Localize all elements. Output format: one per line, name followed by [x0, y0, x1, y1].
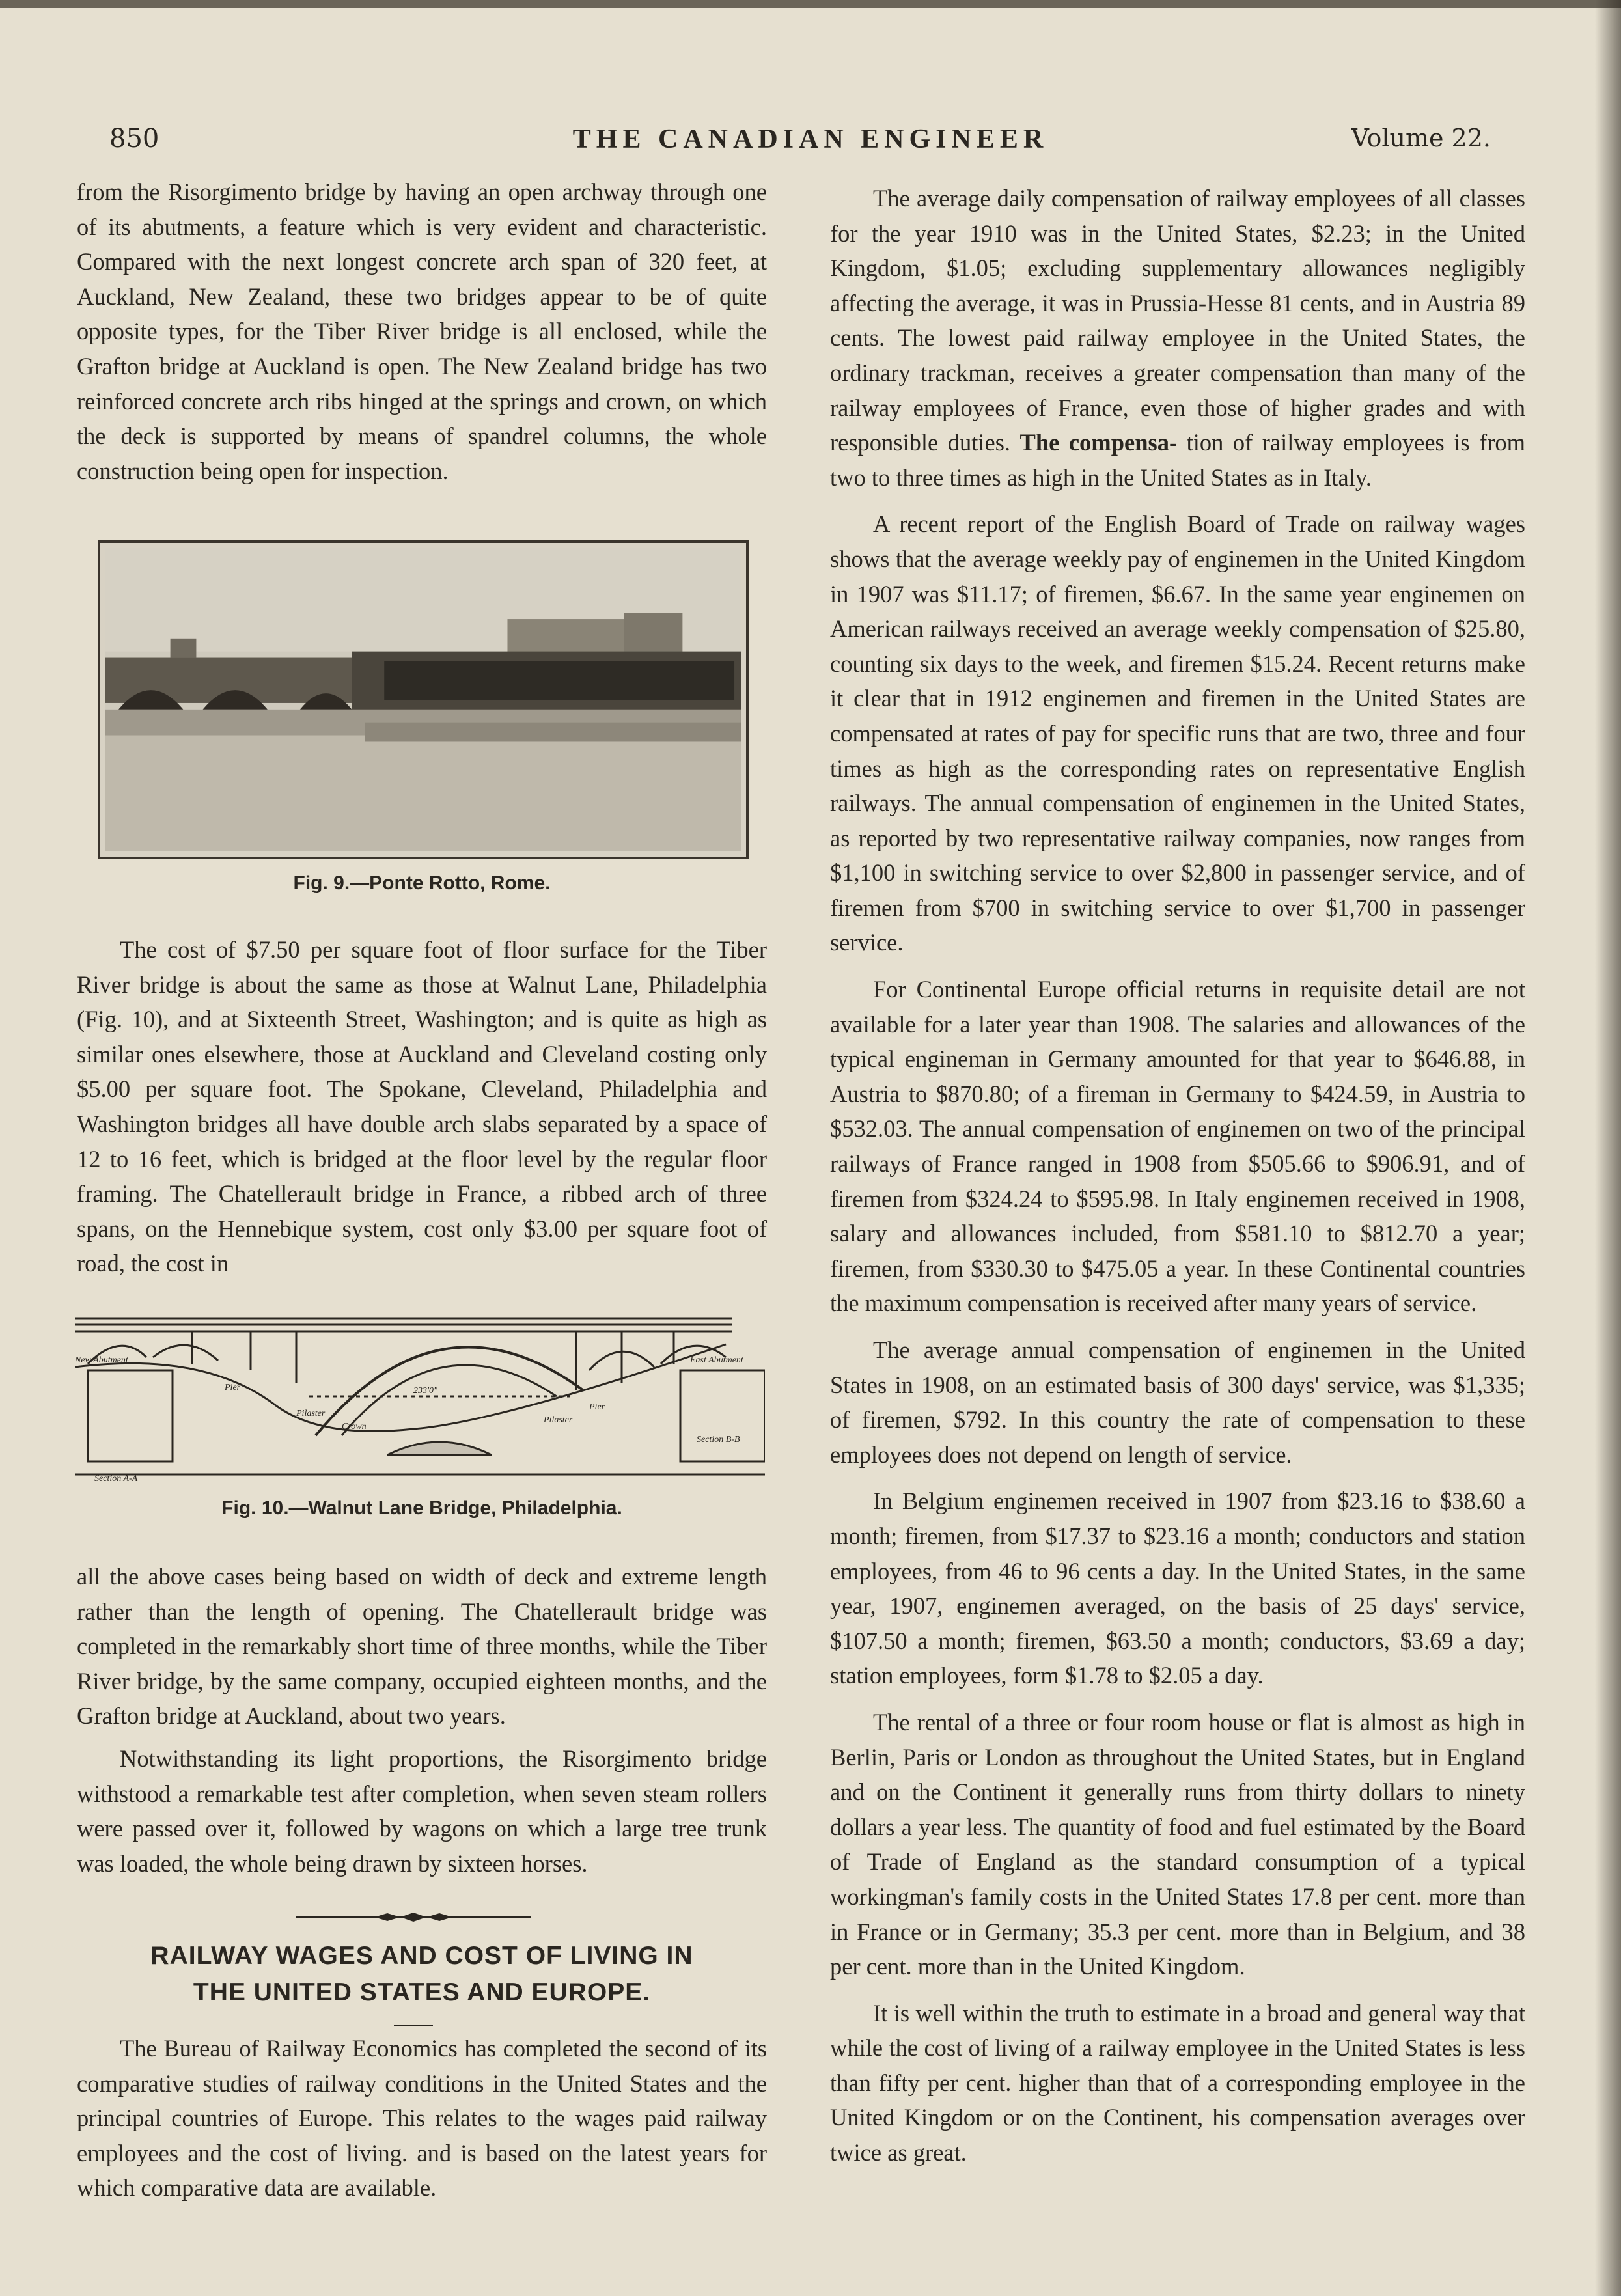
paragraph — [830, 181, 1525, 495]
scan-top-edge — [0, 0, 1621, 8]
fig10-right-abutment-label: East Abutment — [690, 1355, 743, 1365]
paragraph: The average annual compensation of enginemen in the United States in 1908, on an estimated basis of 300 days' service, was $1,335; of firemen, $792. In this country the rate of compensation to these employees does not depend on length of service. — [830, 1336, 1525, 1468]
paragraph-text: tion of railway employees is from two to three times as high in the United States as in Italy. — [830, 429, 1526, 491]
ponte-rotto-photo — [105, 548, 741, 851]
paragraph: Notwithstanding its light proportions, the Risorgimento bridge withstood a remarkable test after completion, when seven steam rollers were passed over it, followed by wagons on which a large tree trunk was loaded, the whole being drawn by sixteen horses. — [77, 1745, 767, 1877]
fig10-section-b-label: Section B-B — [697, 1435, 740, 1445]
page-gutter-shadow — [1595, 0, 1621, 2296]
journal-title: THE CANADIAN ENGINEER — [572, 124, 1049, 154]
volume-label: Volume 22. — [1351, 124, 1491, 152]
section-title-line-1: RAILWAY WAGES AND COST OF LIVING IN — [150, 1942, 693, 1970]
right-column — [830, 181, 1525, 2170]
left-column-middle — [77, 932, 767, 1281]
left-column-top — [77, 174, 767, 488]
figure-9-caption: Fig. 9.—Ponte Rotto, Rome. — [293, 872, 551, 894]
figure-10-caption: Fig. 10.—Walnut Lane Bridge, Philadelphia. — [221, 1497, 622, 1519]
fig10-crown-label: Crown — [342, 1422, 367, 1432]
fig10-span-label: 233'0" — [413, 1386, 437, 1396]
paragraph: The Bureau of Railway Economics has completed the second of its comparative studies of railway conditions in the United States and the principal countries of Europe. This relates to the wages paid railway employees and the cost of living. and is based on the latest years for which comparative data are available. — [77, 2035, 767, 2202]
fig10-pier-right-label: Pier — [589, 1402, 605, 1412]
paragraph: It is well within the truth to estimate in a broad and general way that while the cost of living of a railway employee in the United States is less than fifty per cent. higher than that of a corresponding employee in the United Kingdom or on the Continent, his compensation averages over twice as great. — [830, 1999, 1525, 2166]
paragraph: all the above cases being based on width of deck and extreme length rather than the length of opening. The Chatellerault bridge was completed in the remarkably short time of three months, while the Tiber River bridge, by the same company, occupied eighteen months, and the Grafton bridge at Auckland, about two years. — [77, 1563, 767, 1730]
fig10-pilaster-left-label: Pilaster — [296, 1409, 326, 1418]
paragraph: For Continental Europe official returns in requisite detail are not available for a later year than 1908. The salaries and allowances of the typical engineman in Germany amounted for that year to $646.88, in Austria to $870.80; of a fireman in Germany to $424.59, in Austria to $532.03. The annual compensation of enginemen on two of the principal railways of France ranged in 1908 from $505.66 to $906.91, and of firemen from $324.24 to $595.98. In Italy enginemen received in 1908, salary and allowances included, from $581.10 to $812.70 a year; firemen, from $330.30 to $475.05 a year. In these Continental countries the maximum compensation is received after many years of service. — [830, 976, 1525, 1317]
running-header — [0, 124, 1621, 163]
figure-10-drawing — [75, 1292, 765, 1487]
paragraph: The rental of a three or four room house or flat is almost as high in Berlin, Paris or London as throughout the United States, but in England and on the Continent it generally runs from thirty dollars to ninety dollars a year less. The quantity of food and fuel estimated by the Board of Trade of England as the standard consumption of a typical workingman's family costs in the United States 17.8 per cent. more than in France or in Germany; 35.3 per cent. more than in Belgium, and 38 per cent. more than in the United Kingdom. — [830, 1708, 1525, 1980]
section-title-line-2: THE UNITED STATES AND EUROPE. — [193, 1978, 651, 2006]
left-column-bottom — [77, 2031, 767, 2206]
fig10-pilaster-right-label: Pilaster — [544, 1415, 573, 1425]
fig10-section-a-label: Section A-A — [94, 1474, 138, 1484]
paragraph: The cost of $7.50 per square foot of floor surface for the Tiber River bridge is about the same as those at Walnut Lane, Philadelphia (Fig. 10), and at Sixteenth Street, Washington; and is quite as high as similar ones elsewhere, those at Auckland and Cleveland costing only $5.00 per square foot. The Spokane, Cleveland, Philadelphia and Washington bridges all have double arch slabs separated by a space of 12 to 16 feet, which is bridged at the floor level by the regular floor framing. The Chatellerault bridge in France, a ribbed arch of three spans, on the Hennebique system, cost only $3.00 per square foot of road, the cost in — [77, 936, 767, 1277]
title-rule — [394, 2025, 433, 2026]
walnut-lane-bridge-elevation — [75, 1292, 765, 1487]
section-title — [77, 1938, 767, 2011]
fig10-left-abutment-label: New Abutment — [75, 1355, 128, 1365]
left-column-lower — [77, 1559, 767, 1881]
figure-9-photo — [98, 540, 749, 859]
paragraph: from the Risorgimento bridge by having an open archway through one of its abutments, a feature which is very evident and characteristic. Compared with the next longest concrete arch span of 320 feet, at Auckland, New Zealand, these two bridges appear to be of quite opposite types, for the Tiber River bridge is all enclosed, while the Grafton bridge at Auckland is open. The New Zealand bridge has two reinforced concrete arch ribs hinged at the springs and crown, on which the deck is supported by means of spandrel columns, the whole construction being open for inspection. — [77, 178, 767, 484]
section-divider-ornament — [296, 1911, 531, 1924]
paragraph: A recent report of the English Board of Trade on railway wages shows that the average weekly pay of enginemen in the United Kingdom in 1907 was $11.17; of firemen, $6.67. In the same year enginemen on American railways received an average weekly compensation of $25.80, counting six days to the week, and firemen $15.24. Recent returns make it clear that in 1912 enginemen and firemen in the United States are compensated at rates of pay for specific runs that are two, three and four times as high as the corresponding rates on representative English railways. The annual compensation of enginemen in the United States, as reported by two representative railway companies, now ranges from $1,100 in switching service to over $2,800 in passenger service, and of firemen from $700 in switching service to over $1,700 in passenger service. — [830, 510, 1525, 956]
paragraph: In Belgium enginemen received in 1907 from $23.16 to $38.60 a month; firemen, from $17.37 to $23.16 a month; conductors and station employees, from 46 to 96 cents a day. In the United States, in the same year, 1907, enginemen averaged, on the basis of 25 days' service, $107.50 a month; firemen, $63.50 a month; conductors, $3.69 a day; station employees, form $1.78 to $2.05 a day. — [830, 1487, 1525, 1689]
bold-text: The compensa- — [1019, 429, 1178, 456]
fig10-pier-left-label: Pier — [225, 1383, 241, 1392]
page-number: 850 — [109, 124, 159, 154]
paragraph-text: The average daily compensation of railway employees of all classes for the year 1910 was in the United States, $2.23; in the United Kingdom, $1.05; excluding supplementary allowances negligibly affecting the average, it was in Prussia-Hesse 81 cents, and in Austria 89 cents. The lowest paid railway employee in the United States, the ordinary trackman, receives a greater compensation than many of the railway employees of France, even those of higher grades and with responsible duties. — [830, 185, 1525, 456]
